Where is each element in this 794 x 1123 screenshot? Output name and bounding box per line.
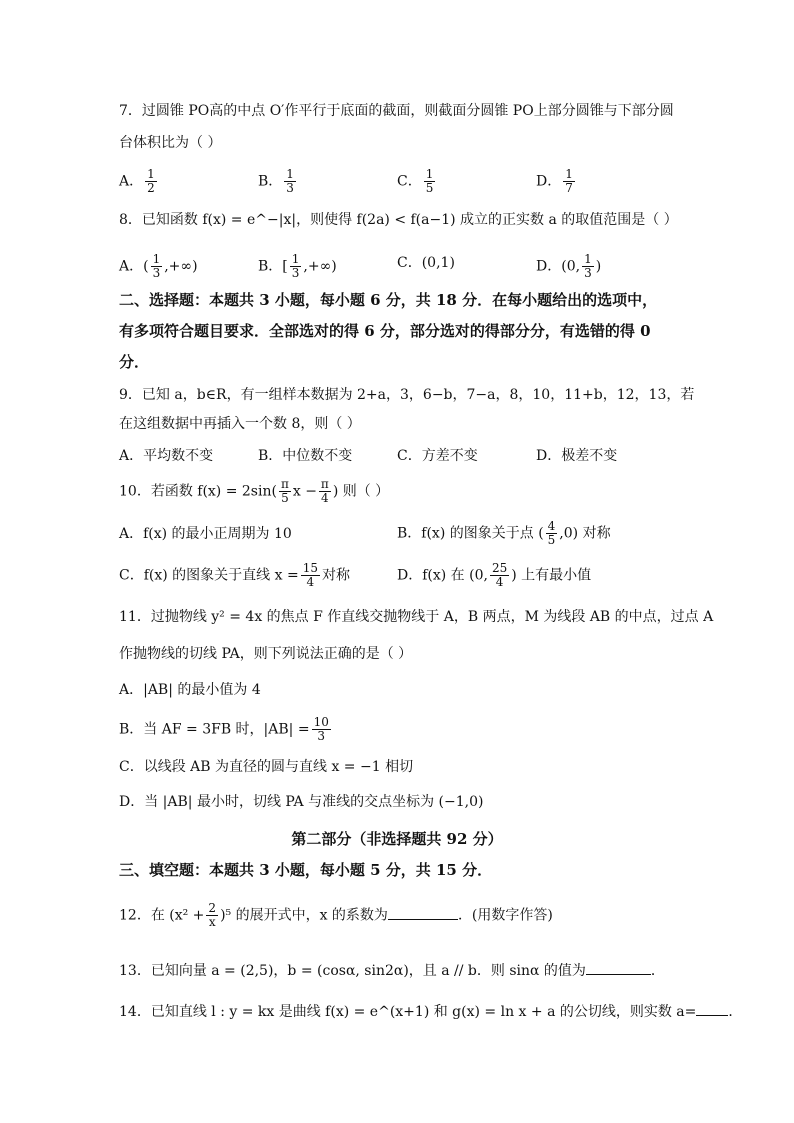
q10-stem: 10．若函数 f(x) = 2sin( $\frac{\pi}{5}$ x − $\frac{\pi}{4}$ ) 则（ ） bbox=[119, 477, 390, 505]
q8-option-a: A．( $\frac{1}{3}$ ,+∞) bbox=[119, 252, 198, 280]
section3-heading: 三、填空题：本题共 3 小题，每小题 5 分，共 15 分． bbox=[119, 861, 493, 879]
q14-answer-blank[interactable] bbox=[696, 1001, 728, 1016]
q8-option-d: D．(0, $\frac{1}{3}$ ) bbox=[536, 252, 602, 280]
q9-option-c: C．方差不变 bbox=[397, 448, 478, 464]
q12-answer-blank[interactable] bbox=[388, 905, 458, 920]
q10-option-d: D．f(x) 在 (0, $\frac{25}{4}$ ) 上有最小值 bbox=[397, 561, 592, 589]
q7-option-b: B． $\frac{1}{3}$ bbox=[258, 167, 294, 195]
part2-title: 第二部分（非选择题共 92 分） bbox=[291, 830, 503, 848]
q11-option-b: B．当 AF = 3FB 时，|AB| = $\frac{10}{3}$ bbox=[119, 715, 329, 743]
q11-stem-line2: 作抛物线的切线 PA，则下列说法正确的是（ ） bbox=[119, 646, 413, 662]
q11-stem-line1: 11．过抛物线 y² = 4x 的焦点 F 作直线交抛物线于 A，B 两点，M 为线段 AB 的中点，过点 A bbox=[119, 609, 714, 625]
q9-stem-line2: 在这组数据中再插入一个数 8，则（ ） bbox=[119, 416, 361, 432]
q7-stem-line2: 台体积比为（ ） bbox=[119, 135, 222, 151]
q11-option-d: D．当 |AB| 最小时，切线 PA 与准线的交点坐标为 (−1,0) bbox=[119, 794, 484, 810]
q13-stem: 13．已知向量 a = (2,5)，b = (cosα, sin2α)，且 a // b．则 sinα 的值为 ． bbox=[119, 960, 665, 981]
q10-option-c: C．f(x) 的图象关于直线 x = $\frac{15}{4}$ 对称 bbox=[119, 561, 350, 589]
q9-option-a: A．平均数不变 bbox=[119, 448, 214, 464]
q8-stem: 8．已知函数 f(x) = e^−|x|，则使得 f(2a) < f(a−1) 成立的正实数 a 的取值范围是（ ） bbox=[119, 212, 678, 228]
section2-heading-line1: 二、选择题：本题共 3 小题，每小题 6 分，共 18 分．在每小题给出的选项中， bbox=[119, 291, 658, 309]
q13-answer-blank[interactable] bbox=[586, 960, 651, 975]
q11-option-c: C．以线段 AB 为直径的圆与直线 x = −1 相切 bbox=[119, 759, 414, 775]
section2-heading-line3: 分． bbox=[119, 353, 150, 371]
q14-stem: 14．已知直线 l : y = kx 是曲线 f(x) = e^(x+1) 和 g(x) = ln x + a 的公切线，则实数 a= ． bbox=[119, 1001, 742, 1022]
q9-option-d: D．极差不变 bbox=[536, 448, 618, 464]
q10-option-b: B．f(x) 的图象关于点 ( $\frac{4}{5}$ ,0) 对称 bbox=[397, 519, 611, 547]
q7-option-c: C． $\frac{1}{5}$ bbox=[397, 167, 434, 195]
section2-heading-line2: 有多项符合题目要求．全部选对的得 6 分，部分选对的得部分分，有选错的得 0 bbox=[119, 322, 651, 340]
q11-option-a: A．|AB| 的最小值为 4 bbox=[119, 682, 261, 698]
q9-option-b: B．中位数不变 bbox=[258, 448, 353, 464]
q9-stem-line1: 9．已知 a，b∈R，有一组样本数据为 2+a，3，6−b，7−a，8，10，11+b，12，13，若 bbox=[119, 387, 695, 403]
q7-stem-line1: 7．过圆锥 PO高的中点 O′作平行于底面的截面，则截面分圆锥 PO上部分圆锥与下部分圆 bbox=[119, 103, 674, 119]
q7-option-d: D． $\frac{1}{7}$ bbox=[536, 167, 573, 195]
q10-option-a: A．f(x) 的最小正周期为 10 bbox=[119, 526, 292, 542]
q12-stem: 12．在 (x² + $\frac{2}{x}$ )⁵ 的展开式中，x 的系数为 ．(用数字作答) bbox=[119, 901, 553, 929]
q8-option-c: C．(0,1) bbox=[397, 255, 455, 271]
q8-option-b: B．[ $\frac{1}{3}$ ,+∞) bbox=[258, 252, 337, 280]
q7-option-a: A． $\frac{1}{2}$ bbox=[119, 167, 155, 195]
